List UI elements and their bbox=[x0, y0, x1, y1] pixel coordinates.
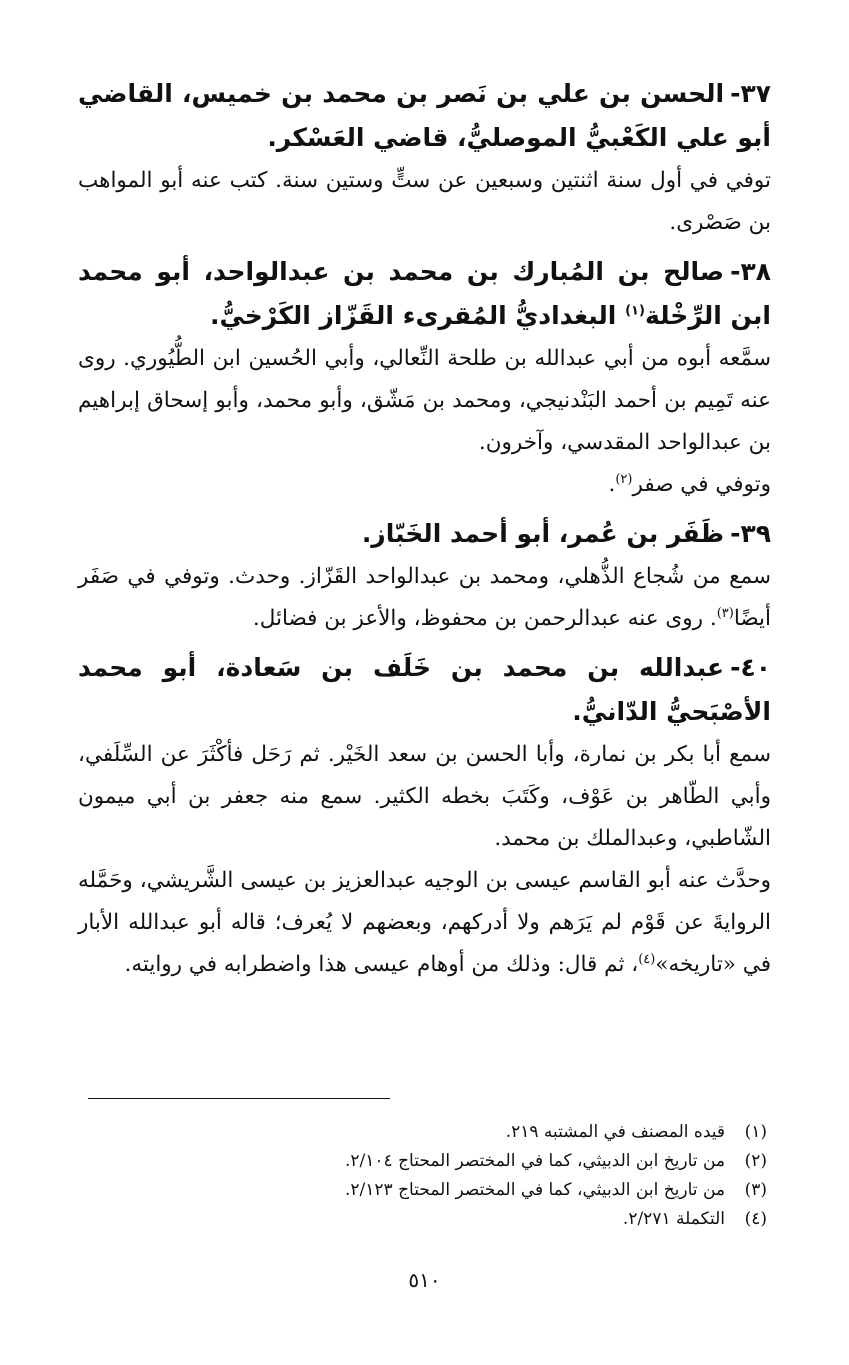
footnote-text: من تاريخ ابن الدبيثي، كما في المختصر المحتاج ٢/١٠٤. bbox=[345, 1151, 725, 1171]
biography-entry bbox=[78, 72, 771, 244]
footnotes bbox=[77, 1118, 767, 1234]
paragraph-text: سمع من شُجاع الذُّهلي، ومحمد بن عبدالواحد القَزّاز. وحدث. وتوفي في صَفَر أيضًا bbox=[78, 564, 771, 631]
entry-title: عبدالله بن محمد بن خَلَف بن سَعادة، أبو محمد الأصْبَحيُّ الدّانيُّ. bbox=[78, 653, 771, 726]
footnote-item bbox=[77, 1176, 767, 1205]
entry-heading bbox=[78, 72, 771, 160]
entry-paragraph bbox=[78, 860, 771, 986]
entry-heading bbox=[78, 512, 771, 556]
paragraph-text: وحدَّث عنه أبو القاسم عيسى بن الوجيه عبدالعزيز بن عيسى الشَّريشي، وحَمَّله الروايةَ عن قَوْم لم يَرَهم ولا أدركهم، وبعضهم لا يُعرف؛ قاله أبو عبدالله الأبار في «تاريخه» bbox=[78, 868, 771, 977]
paragraph-text: . bbox=[608, 472, 616, 497]
entry-number: ٣٩- bbox=[730, 519, 771, 548]
entry-paragraph: سمَّعه أبوه من أبي عبدالله بن طلحة النِّعالي، وأبي الحُسين ابن الطُّيُوري. روى عنه تَمِيم بن أحمد البَنْدنيجي، ومحمد بن مَشّق، وأبو محمد، وأبو إسحاق إبراهيم بن عبدالواحد المقدسي، وآخرون. bbox=[78, 346, 771, 455]
entry-paragraph: توفي في أول سنة اثنتين وسبعين عن ستٍّ وستين سنة. كتب عنه أبو المواهب بن صَصْرى. bbox=[78, 168, 771, 235]
footnote-ref[interactable]: (١) bbox=[625, 303, 645, 319]
entry-title: ظَفَر بن عُمر، أبو أحمد الخَبّاز. bbox=[361, 519, 725, 548]
entry-number: ٣٨- bbox=[730, 257, 771, 286]
footnote-ref[interactable]: (٢) bbox=[615, 471, 633, 487]
entry-number: ٤٠- bbox=[730, 653, 771, 682]
entry-heading bbox=[78, 646, 771, 734]
footnote-text: قيده المصنف في المشتبه ٢١٩. bbox=[505, 1122, 725, 1142]
footnote-number: (٢) bbox=[744, 1151, 767, 1171]
entry-heading bbox=[78, 250, 771, 338]
biography-entry bbox=[78, 646, 771, 986]
footnote-item bbox=[77, 1205, 767, 1234]
footnote-text: من تاريخ ابن الدبيثي، كما في المختصر المحتاج ٢/١٢٣. bbox=[345, 1180, 725, 1200]
footnote-number: (١) bbox=[744, 1122, 767, 1142]
entry-paragraph bbox=[78, 556, 771, 640]
entry-paragraph: سمع أبا بكر بن نمارة، وأبا الحسن بن سعد الخَيْر. ثم رَحَل فأكْثَرَ عن السِّلَفي، وأبي الطّاهر بن عَوْف، وكَتَبَ بخطه الكثير. سمع منه جعفر بن أبي ميمون الشّاطبي، وعبدالملك بن محمد. bbox=[78, 742, 771, 851]
paragraph-text: . روى عنه عبدالرحمن بن محفوظ، والأعز بن فضائل. bbox=[252, 606, 717, 631]
footnote-number: (٤) bbox=[744, 1209, 767, 1229]
footnote-divider bbox=[88, 1098, 390, 1099]
footnote-number: (٣) bbox=[744, 1180, 767, 1200]
paragraph-text: ، ثم قال: وذلك من أوهام عيسى هذا واضطرابه في روايته. bbox=[124, 952, 639, 977]
entry-title: الحسن بن علي بن نَصر بن محمد بن خميس، القاضي أبو علي الكَعْبيُّ الموصليُّ، قاضي العَسْكر. bbox=[78, 79, 771, 152]
paragraph-text: وتوفي في صفر bbox=[632, 472, 771, 497]
entry-number: ٣٧- bbox=[730, 79, 771, 108]
footnote-item bbox=[77, 1147, 767, 1176]
footnote-ref[interactable]: (٤) bbox=[638, 951, 656, 967]
footnote-item bbox=[77, 1118, 767, 1147]
biography-entry bbox=[78, 250, 771, 506]
footnote-text: التكملة ٢/٢٧١. bbox=[622, 1209, 725, 1229]
biography-entry bbox=[78, 512, 771, 640]
entry-title-rest: البغداديُّ المُقرىء القَزّاز الكَرْخيُّ. bbox=[209, 301, 626, 330]
footnote-ref[interactable]: (٣) bbox=[716, 605, 734, 621]
entry-title: صالح بن المُبارك بن محمد بن عبدالواحد، أبو محمد ابن الرِّخْلة bbox=[78, 257, 771, 330]
entry-paragraph bbox=[78, 464, 771, 506]
page-number: ٥١٠ bbox=[408, 1268, 441, 1292]
